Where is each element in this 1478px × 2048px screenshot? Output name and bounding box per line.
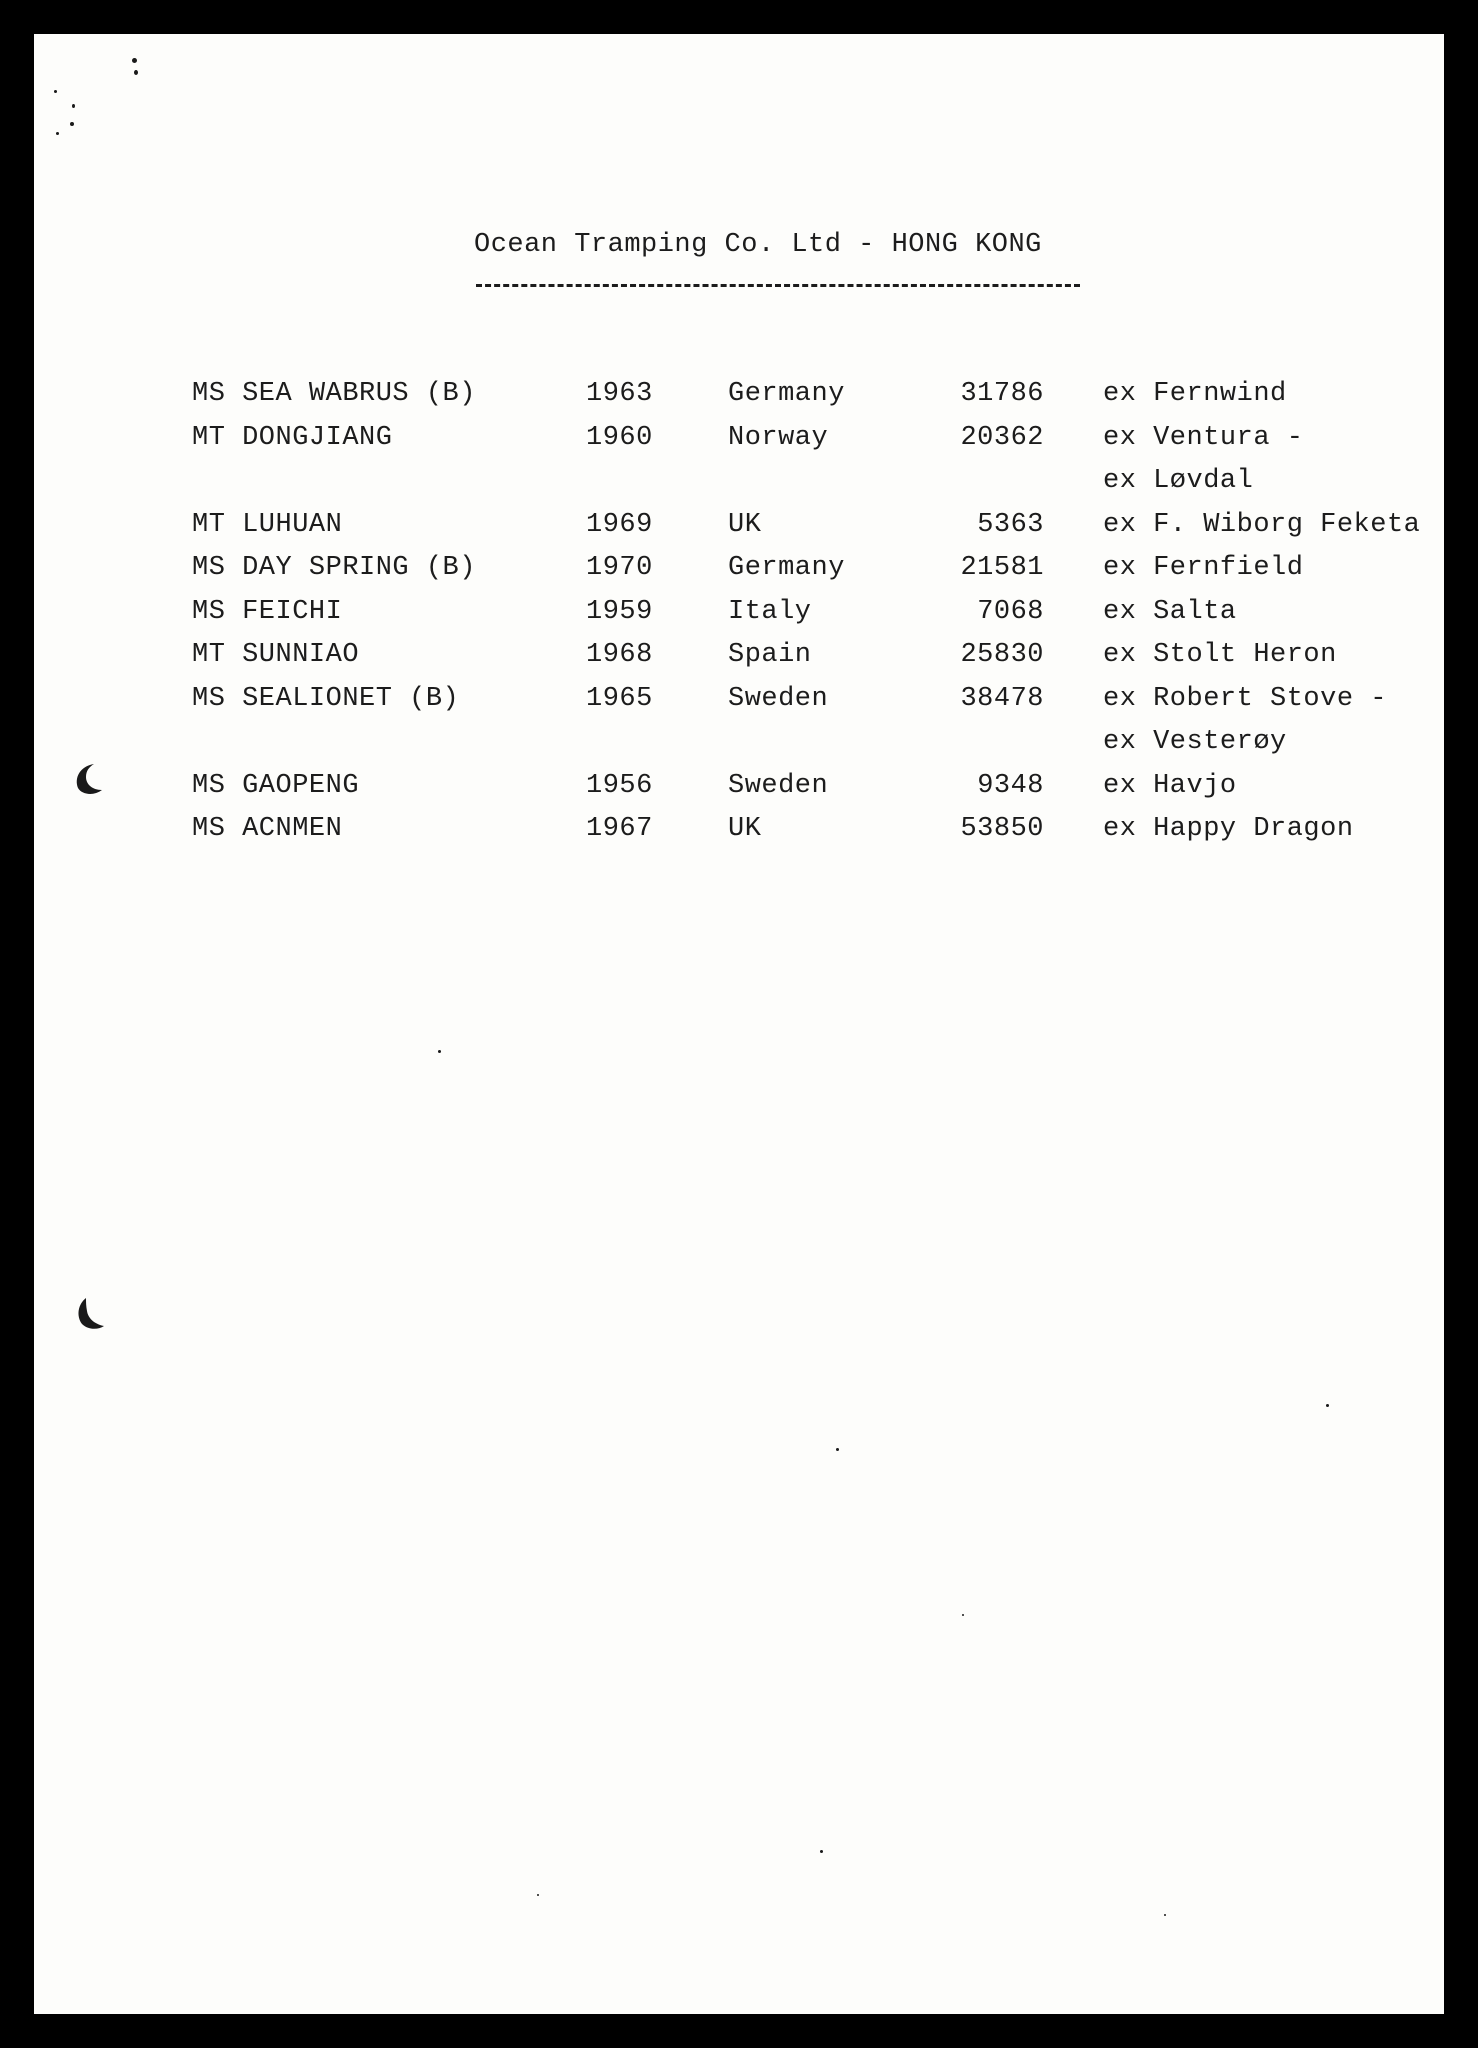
table-row (34, 771, 1444, 815)
tonnage: 20362 (960, 422, 1044, 453)
speck (70, 122, 74, 126)
speck (132, 58, 137, 63)
tonnage: 5363 (977, 509, 1044, 540)
build-year: 1967 (586, 814, 653, 844)
document-page (34, 34, 1444, 2014)
ship-name: MS DAY SPRING (B) (192, 553, 476, 583)
former-name: ex F. Wiborg Feketa (1103, 509, 1421, 540)
speck (1164, 1914, 1166, 1916)
table-row (34, 640, 1444, 684)
table-row (34, 553, 1444, 597)
ship-name: MT LUHUAN (192, 509, 343, 540)
speck (820, 1850, 823, 1853)
former-name: ex Vesterøy (1103, 727, 1287, 757)
ship-list (34, 379, 1444, 858)
build-year: 1970 (586, 553, 653, 583)
build-country: UK (728, 814, 762, 844)
punch-hole-mark (72, 1296, 106, 1330)
tonnage: 21581 (960, 553, 1044, 583)
speck (537, 1894, 539, 1896)
ship-name: MS SEALIONET (B) (192, 683, 460, 714)
speck (54, 90, 57, 93)
speck (438, 1050, 441, 1053)
table-row (34, 379, 1444, 423)
former-name: ex Happy Dragon (1103, 814, 1354, 844)
document-title: Ocean Tramping Co. Ltd - HONG KONG (474, 230, 1042, 260)
build-year: 1968 (586, 640, 653, 670)
former-name: ex Havjo (1103, 770, 1237, 801)
tonnage: 38478 (960, 683, 1044, 714)
tonnage: 53850 (960, 814, 1044, 844)
tonnage: 31786 (960, 379, 1044, 409)
speck (836, 1448, 839, 1451)
table-row (34, 727, 1444, 771)
build-year: 1969 (586, 509, 653, 540)
former-name: ex Fernfield (1103, 553, 1304, 583)
ship-name: MS FEICHI (192, 596, 343, 627)
ship-name: MS SEA WABRUS (B) (192, 379, 476, 409)
former-name: ex Stolt Heron (1103, 640, 1337, 670)
build-country: Germany (728, 379, 845, 409)
speck (962, 1614, 964, 1616)
speck (72, 104, 75, 108)
build-year: 1960 (586, 422, 653, 453)
table-row (34, 510, 1444, 554)
tonnage: 25830 (960, 640, 1044, 670)
speck (1326, 1404, 1329, 1407)
tonnage: 9348 (977, 770, 1044, 801)
table-row (34, 423, 1444, 467)
speck (134, 70, 138, 75)
table-row (34, 684, 1444, 728)
build-year: 1956 (586, 770, 653, 801)
build-year: 1963 (586, 379, 653, 409)
table-row (34, 597, 1444, 641)
ship-name: MS GAOPENG (192, 770, 360, 801)
tonnage: 7068 (977, 596, 1044, 627)
build-year: 1959 (586, 596, 653, 627)
ship-name: MS ACNMEN (192, 814, 343, 844)
ship-name: MT SUNNIAO (192, 640, 360, 670)
build-country: Italy (728, 596, 812, 627)
build-country: Spain (728, 640, 812, 670)
build-country: Sweden (728, 683, 829, 714)
build-country: Germany (728, 553, 845, 583)
table-row (34, 466, 1444, 510)
table-row (34, 814, 1444, 858)
build-country: Sweden (728, 770, 829, 801)
former-name: ex Fernwind (1103, 379, 1287, 409)
former-name: ex Løvdal (1103, 466, 1254, 496)
title-underline (476, 284, 1080, 287)
former-name: ex Ventura - (1103, 422, 1304, 453)
former-name: ex Salta (1103, 596, 1237, 627)
build-country: UK (728, 509, 762, 540)
speck (56, 132, 59, 135)
build-country: Norway (728, 422, 829, 453)
former-name: ex Robert Stove - (1103, 683, 1387, 714)
ship-name: MT DONGJIANG (192, 422, 393, 453)
build-year: 1965 (586, 683, 653, 714)
